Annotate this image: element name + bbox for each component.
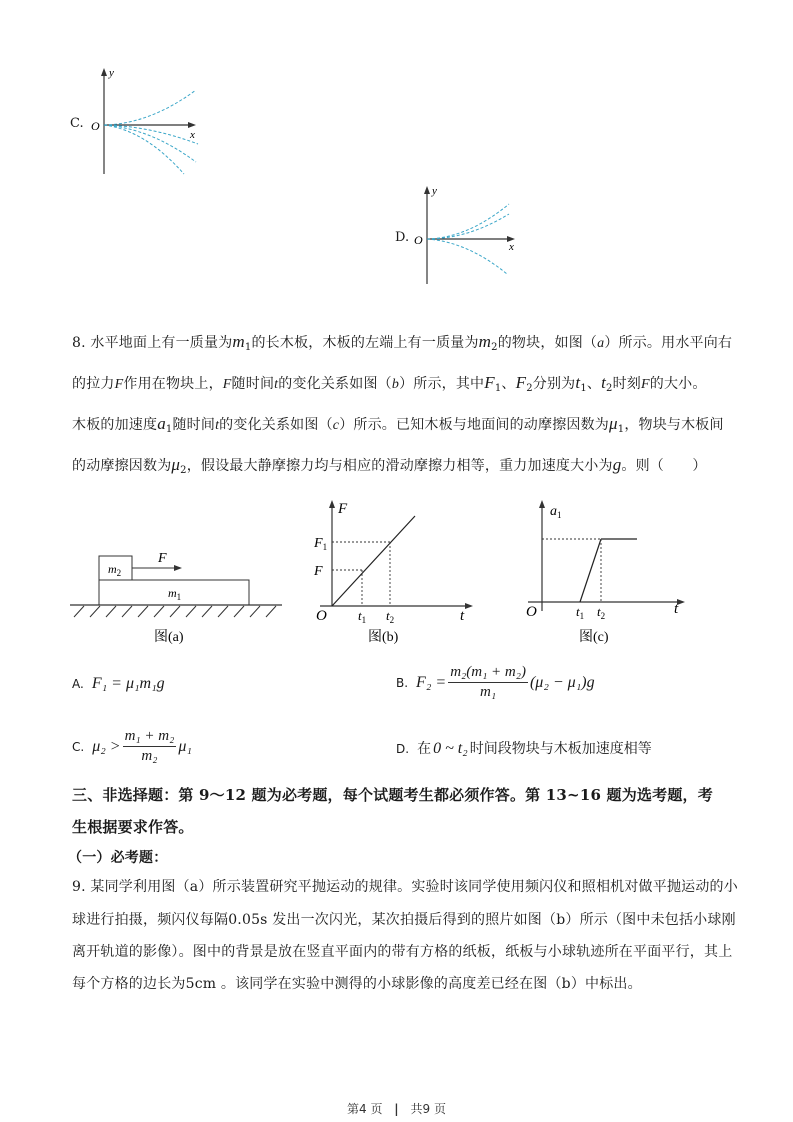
y-axis-arrow	[329, 500, 335, 508]
y-label: $a_1$	[550, 504, 562, 520]
curve-3	[427, 239, 507, 274]
figure-c	[522, 495, 697, 650]
page-footer	[0, 1100, 793, 1117]
option-c-label: C.	[72, 739, 85, 754]
option-c-denominator: m₂	[141, 748, 158, 764]
q8-option-b[interactable]	[396, 664, 595, 701]
option-b-label: B.	[396, 675, 409, 690]
q8-line-3: 木板的加速度$a_1$随时间t的变化关系如图（c）所示。已知木板与地面间的动摩擦因数为$\mu_1$，物块与木板间	[72, 414, 724, 435]
q8-option-a[interactable]	[72, 675, 165, 693]
section3-heading-line2: 生根据要求作答。	[72, 818, 194, 836]
option-c-numerator: m₁ + m₂	[123, 728, 177, 747]
f-line	[332, 516, 415, 606]
origin-label: O	[91, 119, 100, 133]
option-d-label: D.	[396, 742, 410, 756]
y-axis-arrow	[101, 68, 107, 76]
ground-hatching	[74, 606, 276, 617]
option-d-prefix: 在	[417, 741, 432, 757]
block-m2-label: $m_2$	[108, 562, 122, 578]
option-c-lhs: μ₂ >	[92, 737, 121, 755]
page-current: 第4 页	[347, 1102, 383, 1116]
t1-tick-label: $t_1$	[576, 604, 585, 621]
option-a-label: A.	[72, 677, 84, 691]
t2-tick-label: $t_2$	[386, 608, 395, 625]
curve-1	[104, 90, 196, 125]
option-c-graph	[90, 66, 230, 178]
q9-line-3: 离开轨道的影像）。图中的背景是放在竖直平面内的带有方格的纸板，纸板与小球轨迹所在平面平行，其上	[72, 944, 733, 960]
option-b-numerator: m₂(m₁ + m₂)	[448, 664, 528, 683]
figure-b	[310, 495, 480, 650]
y-axis-arrow	[539, 500, 545, 508]
option-d-suffix: 时间段物块与木板加速度相等	[469, 741, 652, 757]
option-b-denominator: m₁	[480, 684, 497, 700]
section3-heading-line1: 三、非选择题：第 9～12 题为必考题，每个试题考生都必须作答。第 13~16 题为选考题，考	[72, 786, 713, 804]
origin-label: O	[316, 608, 327, 624]
t1-tick-label: $t_1$	[358, 608, 367, 625]
force-arrow-head	[174, 565, 182, 571]
y-axis-arrow	[424, 186, 430, 194]
t2-tick-label: $t_2$	[597, 604, 606, 621]
option-b-lhs: F₂ =	[416, 673, 447, 691]
origin-label: O	[526, 604, 537, 620]
q9-line-4: 每个方格的边长为5cm 。该同学在实验中测得的小球影像的高度差已经在图（b）中标出。	[72, 976, 642, 992]
page-total: 共9 页	[410, 1102, 446, 1116]
curve-2	[104, 125, 198, 144]
y-label: F	[338, 501, 348, 517]
option-c-rhs: μ₁	[178, 737, 192, 755]
option-b-fraction	[448, 664, 528, 701]
x-axis-arrow	[188, 122, 196, 128]
f-tick-label: F	[314, 564, 323, 579]
option-c-label: C.	[70, 116, 84, 131]
plank-m1-label: $m_1$	[168, 586, 182, 602]
option-a-formula: F₁ = μ₁m₁g	[91, 675, 165, 692]
q8-option-c[interactable]	[72, 728, 192, 765]
q9-line-1: 9. 某同学利用图（a）所示装置研究平抛运动的规律。实验时该同学使用频闪仪和照相机对做平抛运动的小	[72, 879, 738, 895]
a1-ramp	[580, 539, 601, 602]
q8-line-2: 的拉力F作用在物块上，F随时间t的变化关系如图（b）所示，其中$F_1$、$F_2$分别为$t_1$、$t_2$时刻F的大小。	[72, 373, 707, 394]
x-axis-arrow	[677, 599, 685, 605]
x-label: x	[509, 241, 514, 253]
q9-line-2: 球进行拍摄，频闪仪每隔0.05s 发出一次闪光，某次拍摄后得到的照片如图（b）所示（图中未包括小球刚	[72, 912, 736, 928]
option-d-label: D.	[395, 230, 410, 245]
q8-option-d[interactable]	[396, 738, 652, 758]
x-label: t	[460, 608, 465, 624]
y-label: y	[109, 67, 114, 79]
section3-subheading: （一）必考题：	[68, 850, 168, 866]
force-label: F	[158, 551, 167, 566]
y-label: y	[432, 185, 437, 197]
x-axis-arrow	[465, 603, 473, 609]
option-d-math: 0 ~ t₂	[433, 740, 468, 757]
figure-c-caption: 图(c)	[579, 630, 609, 645]
f1-tick-label: $F_1$	[314, 536, 328, 552]
page-separator: |	[394, 1102, 399, 1116]
q8-line-1: 8. 水平地面上有一质量为$m_1$的长木板，木板的左端上有一质量为$m_2$的物块，如图（a）所示。用水平向右	[72, 332, 733, 353]
curve-2	[427, 214, 509, 239]
figure-a	[70, 540, 285, 650]
figure-b-caption: 图(b)	[368, 630, 399, 645]
option-d-graph	[413, 184, 543, 288]
figure-a-caption: 图(a)	[154, 630, 184, 645]
x-label: x	[190, 129, 195, 141]
q8-line-4: 的动摩擦因数为$\mu_2$，假设最大静摩擦力均与相应的滑动摩擦力相等，重力加速度大小为g。则（ ）	[72, 455, 707, 476]
option-b-rhs: (μ₂ − μ₁)g	[529, 673, 595, 691]
x-label: t	[674, 601, 679, 617]
option-c-fraction	[123, 728, 177, 765]
origin-label: O	[414, 233, 423, 247]
curve-4	[104, 125, 184, 174]
